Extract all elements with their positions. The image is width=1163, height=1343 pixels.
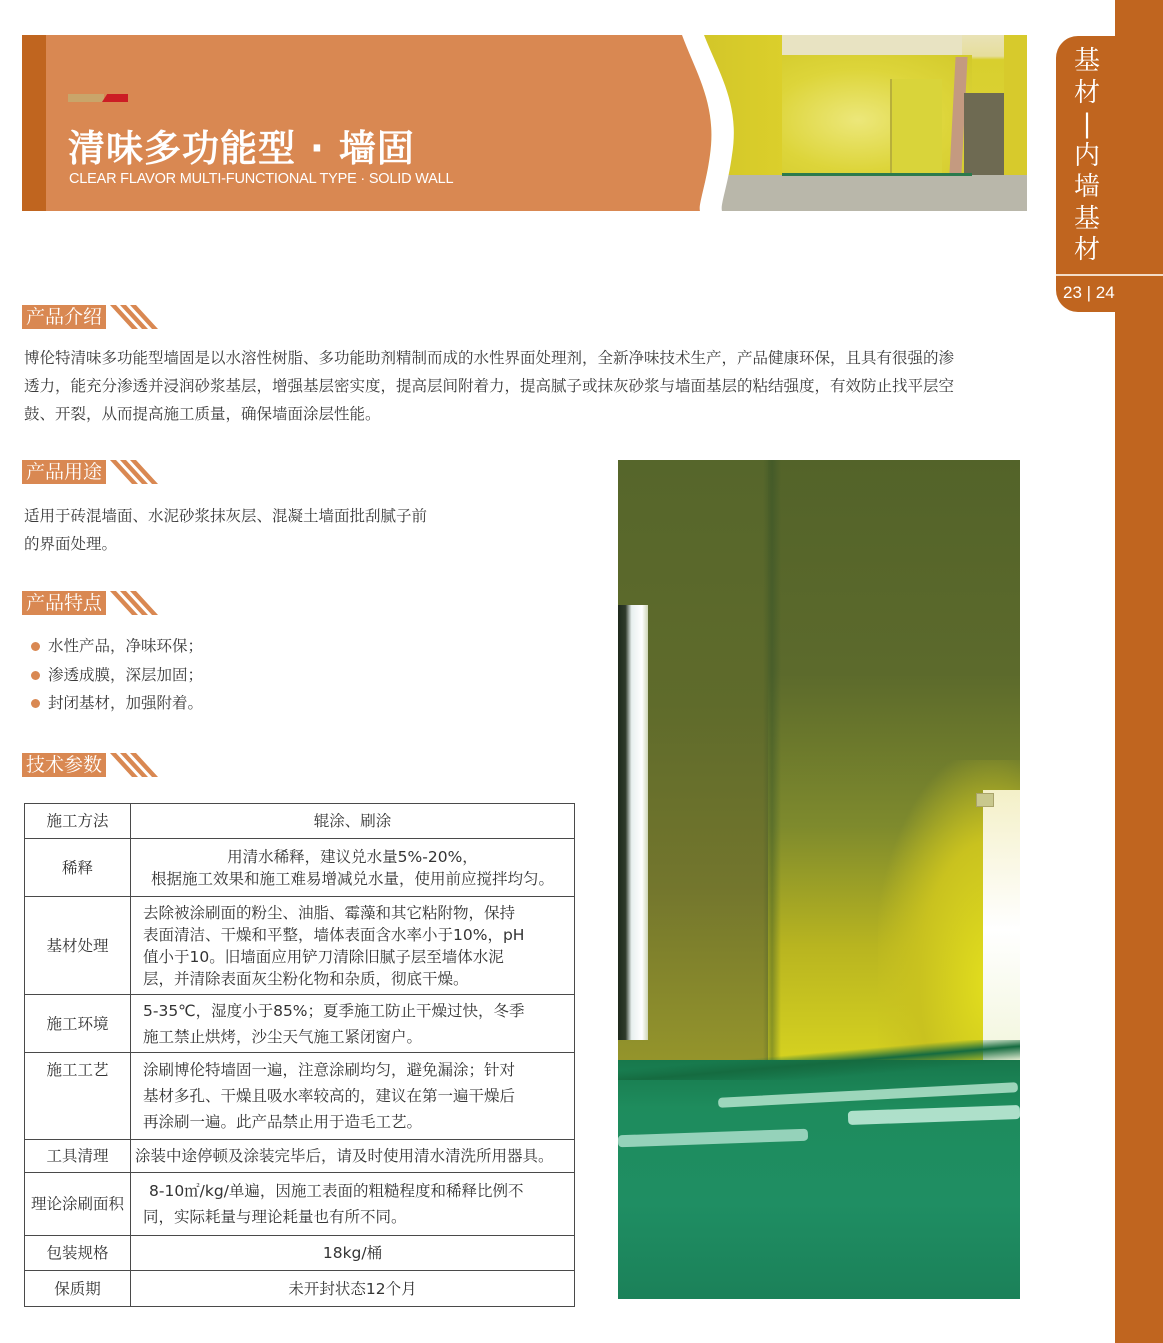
chapter-tab-divider [1056,274,1163,276]
intro-line: 博伦特清味多功能型墙固是以水溶性树脂、多功能助剂精制而成的水性界面处理剂，全新净味技术生产，产品健康环保，且具有很强的渗 [24,349,955,367]
usage-paragraph [24,502,484,558]
feature-item: 封闭基材，加强附着。 [28,689,203,718]
chapter-title-char: 内 [1073,140,1100,171]
section-heading-label: 产品特点 [22,591,106,615]
room-photo [618,460,1020,1299]
diagonal-stripes-icon [108,305,158,329]
intro-line: 鼓、开裂，从而提高施工质量，确保墙面涂层性能。 [24,405,381,423]
chapter-title-char: 材 [1073,235,1100,265]
spec-value: 18kg/桶 [131,1236,575,1271]
table-row [25,839,575,897]
spec-value: 8-10㎡/kg/单遍，因施工表面的粗糙程度和稀释比例不 同，实际耗量与理论耗量也有所不同。 [131,1173,575,1236]
diagonal-stripes-icon [108,460,158,484]
spec-value: 用清水稀释，建议兑水量5%-20%， 根据施工效果和施工难易增减兑水量，使用前应搅拌均匀。 [131,839,575,897]
page-title: 清味多功能型 · 墙固 [68,127,415,170]
chapter-title-char: 材 [1073,77,1100,108]
banner-accent-bar [22,35,46,211]
table-row [25,1236,575,1271]
table-row [25,995,575,1053]
table-row [25,1053,575,1140]
spec-key: 理论涂刷面积 [25,1173,131,1236]
light-switch [976,793,994,807]
table-row [25,1140,575,1173]
spec-key: 基材处理 [25,897,131,995]
table-row [25,897,575,995]
section-heading-label: 产品用途 [22,460,106,484]
intro-paragraph [24,344,1034,428]
spec-table [24,803,575,1307]
spec-key: 施工环境 [25,995,131,1053]
diagonal-stripes-icon [108,753,158,777]
chapter-title-char: 墙 [1073,172,1100,202]
chapter-title [1056,46,1118,276]
usage-line: 的界面处理。 [24,535,118,553]
banner-decor-mark [68,94,130,102]
spec-key: 保质期 [25,1271,131,1307]
spec-key: 施工工艺 [25,1053,131,1140]
banner-photo [702,35,1027,211]
spec-value: 涂装中途停顿及涂装完毕后，请及时使用清水清洗所用器具。 [131,1140,575,1173]
intro-line: 透力，能充分渗透并浸润砂浆基层，增强基层密实度，提高层间附着力，提高腻子或抹灰砂浆与墙面基层的粘结强度，有效防止找平层空 [24,377,955,395]
header-banner [22,35,1027,211]
feature-item: 渗透成膜，深层加固； [28,661,203,690]
features-list [28,632,203,718]
chapter-title-char: 基 [1073,46,1100,76]
chapter-title-char: 基 [1073,203,1100,234]
section-heading-label: 产品介绍 [22,305,106,329]
spec-key: 施工方法 [25,804,131,839]
table-row [25,1271,575,1307]
page-numbers: 23 | 24 [1063,283,1115,302]
spec-key: 稀释 [25,839,131,897]
window [618,605,648,1040]
banner-wave-divider [642,35,742,211]
spec-key: 工具清理 [25,1140,131,1173]
diagonal-stripes-icon [108,591,158,615]
feature-item: 水性产品，净味环保； [28,632,203,661]
spec-value: 涂刷博伦特墙固一遍，注意涂刷均匀，避免漏涂；针对 基材多孔、干燥且吸水率较高的，建议在第一遍干燥后 再涂刷一遍。此产品禁止用于造毛工艺。 [131,1053,575,1140]
chapter-tab [1056,36,1163,312]
usage-line: 适用于砖混墙面、水泥砂浆抹灰层、混凝土墙面批刮腻子前 [24,507,428,525]
chapter-title-char: | [1082,109,1092,139]
spec-key: 包装规格 [25,1236,131,1271]
page-subtitle: CLEAR FLAVOR MULTI-FUNCTIONAL TYPE · SOLID WALL [69,171,454,187]
spec-value: 辊涂、刷涂 [131,804,575,839]
spec-value: 去除被涂刷面的粉尘、油脂、霉藻和其它粘附物，保持 表面清洁、干燥和平整，墙体表面含水率小于10%，pH 值小于10。旧墙面应用铲刀清除旧腻子层至墙体水泥 层，并清除表面灰尘粉化物和杂质，彻底干燥。 [131,897,575,995]
table-row [25,804,575,839]
spec-value: 未开封状态12个月 [131,1271,575,1307]
table-row [25,1173,575,1236]
spec-value: 5-35℃，湿度小于85%；夏季施工防止干燥过快，冬季 施工禁止烘烤，沙尘天气施工紧闭窗户。 [131,995,575,1053]
section-heading-label: 技术参数 [22,753,106,777]
